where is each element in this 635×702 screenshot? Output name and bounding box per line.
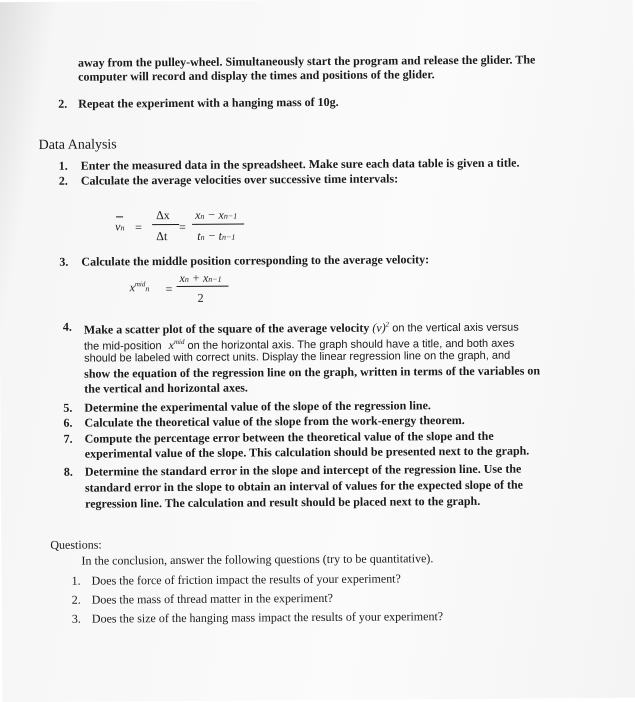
da-item-8-line-1: Determine the standard error in the slope and intercept of the regression line. Use the — [84, 461, 522, 479]
da-item-4-line-4: show the equation of the regression line on the graph, written in terms of the variables on — [84, 363, 541, 381]
question-1-text: Does the force of friction impact the results of your experiment? — [91, 571, 401, 588]
formula2-num: xn + xn−1 — [179, 270, 222, 285]
da-item-1-number: 1. — [58, 158, 68, 173]
da-item-7-number: 7. — [63, 431, 73, 446]
da-item-7-line-1: Compute the percentage error between the theoretical value of the slope and the — [84, 428, 494, 446]
da-item-8-number: 8. — [63, 464, 73, 479]
formula2-den: 2 — [197, 290, 204, 305]
formula2-lhs: $x^{mid}n$ — [129, 280, 150, 295]
da-item-4-line-3: should be labeled with correct units. Display the linear regression line on the graph, and — [84, 349, 511, 365]
avg-velocity-symbol: $(v)^2$ — [372, 320, 390, 335]
formula1-lhs: vn — [115, 219, 125, 234]
intro-line-2: computer will record and display the times and positions of the glider. — [78, 67, 435, 84]
da-item-6-text: Calculate the theoretical value of the slope from the work-energy theorem. — [84, 412, 465, 430]
intro-item-2-number: 2. — [58, 96, 68, 111]
da-item-3-number: 3. — [59, 254, 69, 269]
da-item-4-line-1: Make a scatter plot of the square of the average velocity $(v)^2$ on the vertical axis versus — [83, 320, 519, 337]
formula2-frac-line — [177, 286, 229, 287]
da-item-1-text: Enter the measured data in the spreadsheet. Make sure each data table is given a title. — [80, 155, 520, 173]
formula1-den1: Δt — [156, 229, 168, 244]
formula2-eq: = — [165, 282, 173, 297]
question-1-number: 1. — [71, 573, 81, 588]
da-item-7-line-2: experimental value of the slope. This calculation should be presented next to the graph. — [84, 443, 530, 461]
da-item-8-line-3: regression line. The calculation and result should be placed next to the graph. — [85, 493, 481, 511]
da-item-2-number: 2. — [58, 173, 68, 188]
da-item-4-number: 4. — [62, 319, 72, 334]
formula1-lhs-bar — [116, 216, 123, 217]
formula1-eq2: = — [179, 219, 186, 234]
mid-position-symbol: $x^{mid}$ — [168, 337, 185, 353]
da-item-2-text: Calculate the average velocities over successive time intervals: — [80, 171, 399, 188]
intro-line-1: away from the pulley-wheel. Simultaneously start the program and release the glider. The — [77, 52, 536, 70]
intro-item-2-text: Repeat the experiment with a hanging mass of 10g. — [78, 94, 339, 111]
data-analysis-heading: Data Analysis — [38, 137, 117, 153]
formula1-frac2-line — [192, 224, 244, 225]
questions-heading: Questions: — [50, 537, 102, 552]
formula1-den2: tn − tn−1 — [197, 228, 236, 243]
da-item-4-line-5: the vertical and horizontal axes. — [84, 380, 248, 396]
da-item-4-line-2: the mid-position $x^{mid}$ on the horizontal axis. The graph should have a title, and both axes — [83, 337, 515, 353]
questions-intro: In the conclusion, answer the following questions (try to be quantitative). — [81, 551, 434, 568]
formula1-eq1: = — [135, 220, 142, 235]
formula1-num1: Δx — [156, 208, 170, 223]
da-item-8-line-2: standard error in the slope to obtain an interval of values for the expected slope of the — [84, 477, 523, 495]
da-item-3-text: Calculate the middle position corresponding to the average velocity: — [81, 252, 430, 269]
da-item-6-number: 6. — [63, 415, 73, 430]
da-item-5-number: 5. — [63, 400, 73, 415]
question-2-text: Does the mass of thread matter in the experiment? — [91, 590, 334, 607]
question-2-number: 2. — [71, 592, 81, 607]
formula1-num2: xn − xn−1 — [195, 207, 238, 222]
question-3-text: Does the size of the hanging mass impact the results of your experiment? — [91, 609, 444, 626]
formula1-frac1-line — [152, 224, 179, 225]
da-item-5-text: Determine the experimental value of the slope of the regression line. — [84, 398, 431, 415]
question-3-number: 3. — [71, 611, 81, 626]
